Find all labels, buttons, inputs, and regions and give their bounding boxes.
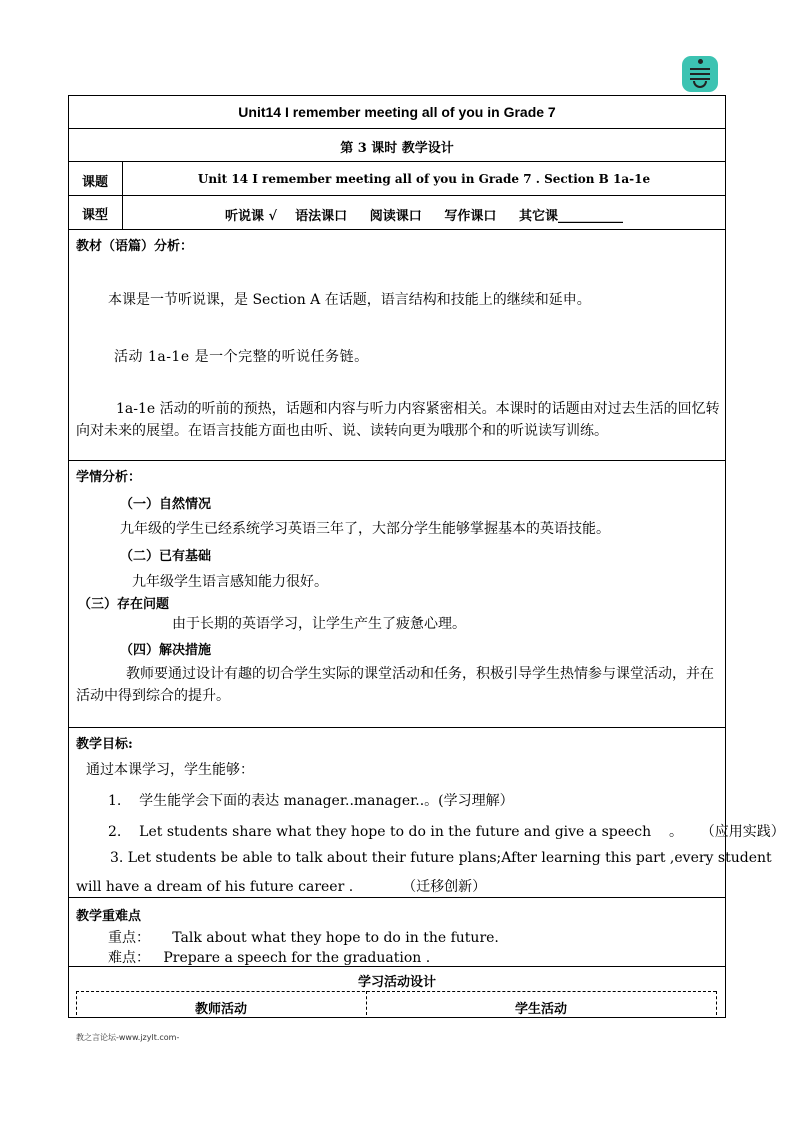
- students-heading: 学情分析：: [76, 470, 142, 485]
- students-section-1-title: （一）自然情况: [120, 497, 212, 512]
- objectives-intro: 通过本课学习，学生能够：: [86, 762, 254, 778]
- material-heading: 教材（语篇）分析：: [76, 239, 194, 254]
- objective-2: 2. Let students share what they hope to do in the future and give a speech 。 （应用实践）: [108, 824, 785, 840]
- difficult-point: 难点： Prepare a speech for the graduation .: [108, 950, 431, 966]
- material-paragraph-3: 1a-1e 活动的听前的预热，话题和内容与听力内容紧密相关。本课时的话题由对过去生活的回忆转向对未来的展望。在语言技能方面也由听、说、读转向更为哦那个和的听说读写训练。: [76, 401, 720, 439]
- material-paragraph-2: 活动 1a-1e 是一个完整的听说任务链。: [114, 349, 369, 365]
- type-label: 课型: [81, 208, 108, 223]
- page-subtitle: 第 3 课时 教学设计: [340, 141, 454, 156]
- objective-3-line-1: 3. Let students be able to talk about their future plans;After learning this part ,every student: [110, 850, 772, 866]
- students-section-3-title: （三）存在问题: [78, 597, 170, 612]
- student-activity-header: 学生活动: [514, 1002, 567, 1017]
- topic-label: 课题: [81, 175, 108, 190]
- page-title: Unit14 I remember meeting all of you in Grade 7: [238, 104, 556, 120]
- teacher-activity-header: 教师活动: [194, 1002, 247, 1017]
- objective-3-line-2: will have a dream of his future career . （迁移创新）: [76, 879, 487, 895]
- objective-1: 1. 学生能学会下面的表达 manager..manager..。(学习理解）: [108, 793, 514, 809]
- key-point: 重点： Talk about what they hope to do in the future.: [108, 930, 499, 946]
- app-logo-icon: [682, 56, 718, 92]
- students-section-4-text: 教师要通过设计有趣的切合学生实际的课堂活动和任务，积极引导学生热情参与课堂活动，并在活动中得到综合的提升。: [76, 666, 714, 704]
- topic-value: Unit 14 I remember meeting all of you in Grade 7 . Section B 1a-1e: [197, 172, 651, 186]
- keypoints-heading: 教学重难点: [76, 909, 142, 924]
- objectives-heading: 教学目标:: [76, 737, 133, 752]
- students-section-2-text: 九年级学生语言感知能力很好。: [132, 574, 328, 590]
- students-section-2-title: （二）已有基础: [120, 549, 212, 564]
- activities-heading: 学习活动设计: [357, 975, 436, 990]
- material-paragraph-1: 本课是一节听说课，是 Section A 在话题，语言结构和技能上的继续和延申。: [108, 292, 591, 308]
- footer-text: 教之言论坛-www.jzylt.com-: [76, 1033, 180, 1042]
- students-section-3-text: 由于长期的英语学习，让学生产生了疲惫心理。: [172, 616, 466, 632]
- type-value: 听说课 √ 语法课口 阅读课口 写作课口 其它课__________: [224, 209, 624, 224]
- students-section-4-title: （四）解决措施: [120, 643, 212, 658]
- students-section-1-text: 九年级的学生已经系统学习英语三年了，大部分学生能够掌握基本的英语技能。: [120, 521, 610, 537]
